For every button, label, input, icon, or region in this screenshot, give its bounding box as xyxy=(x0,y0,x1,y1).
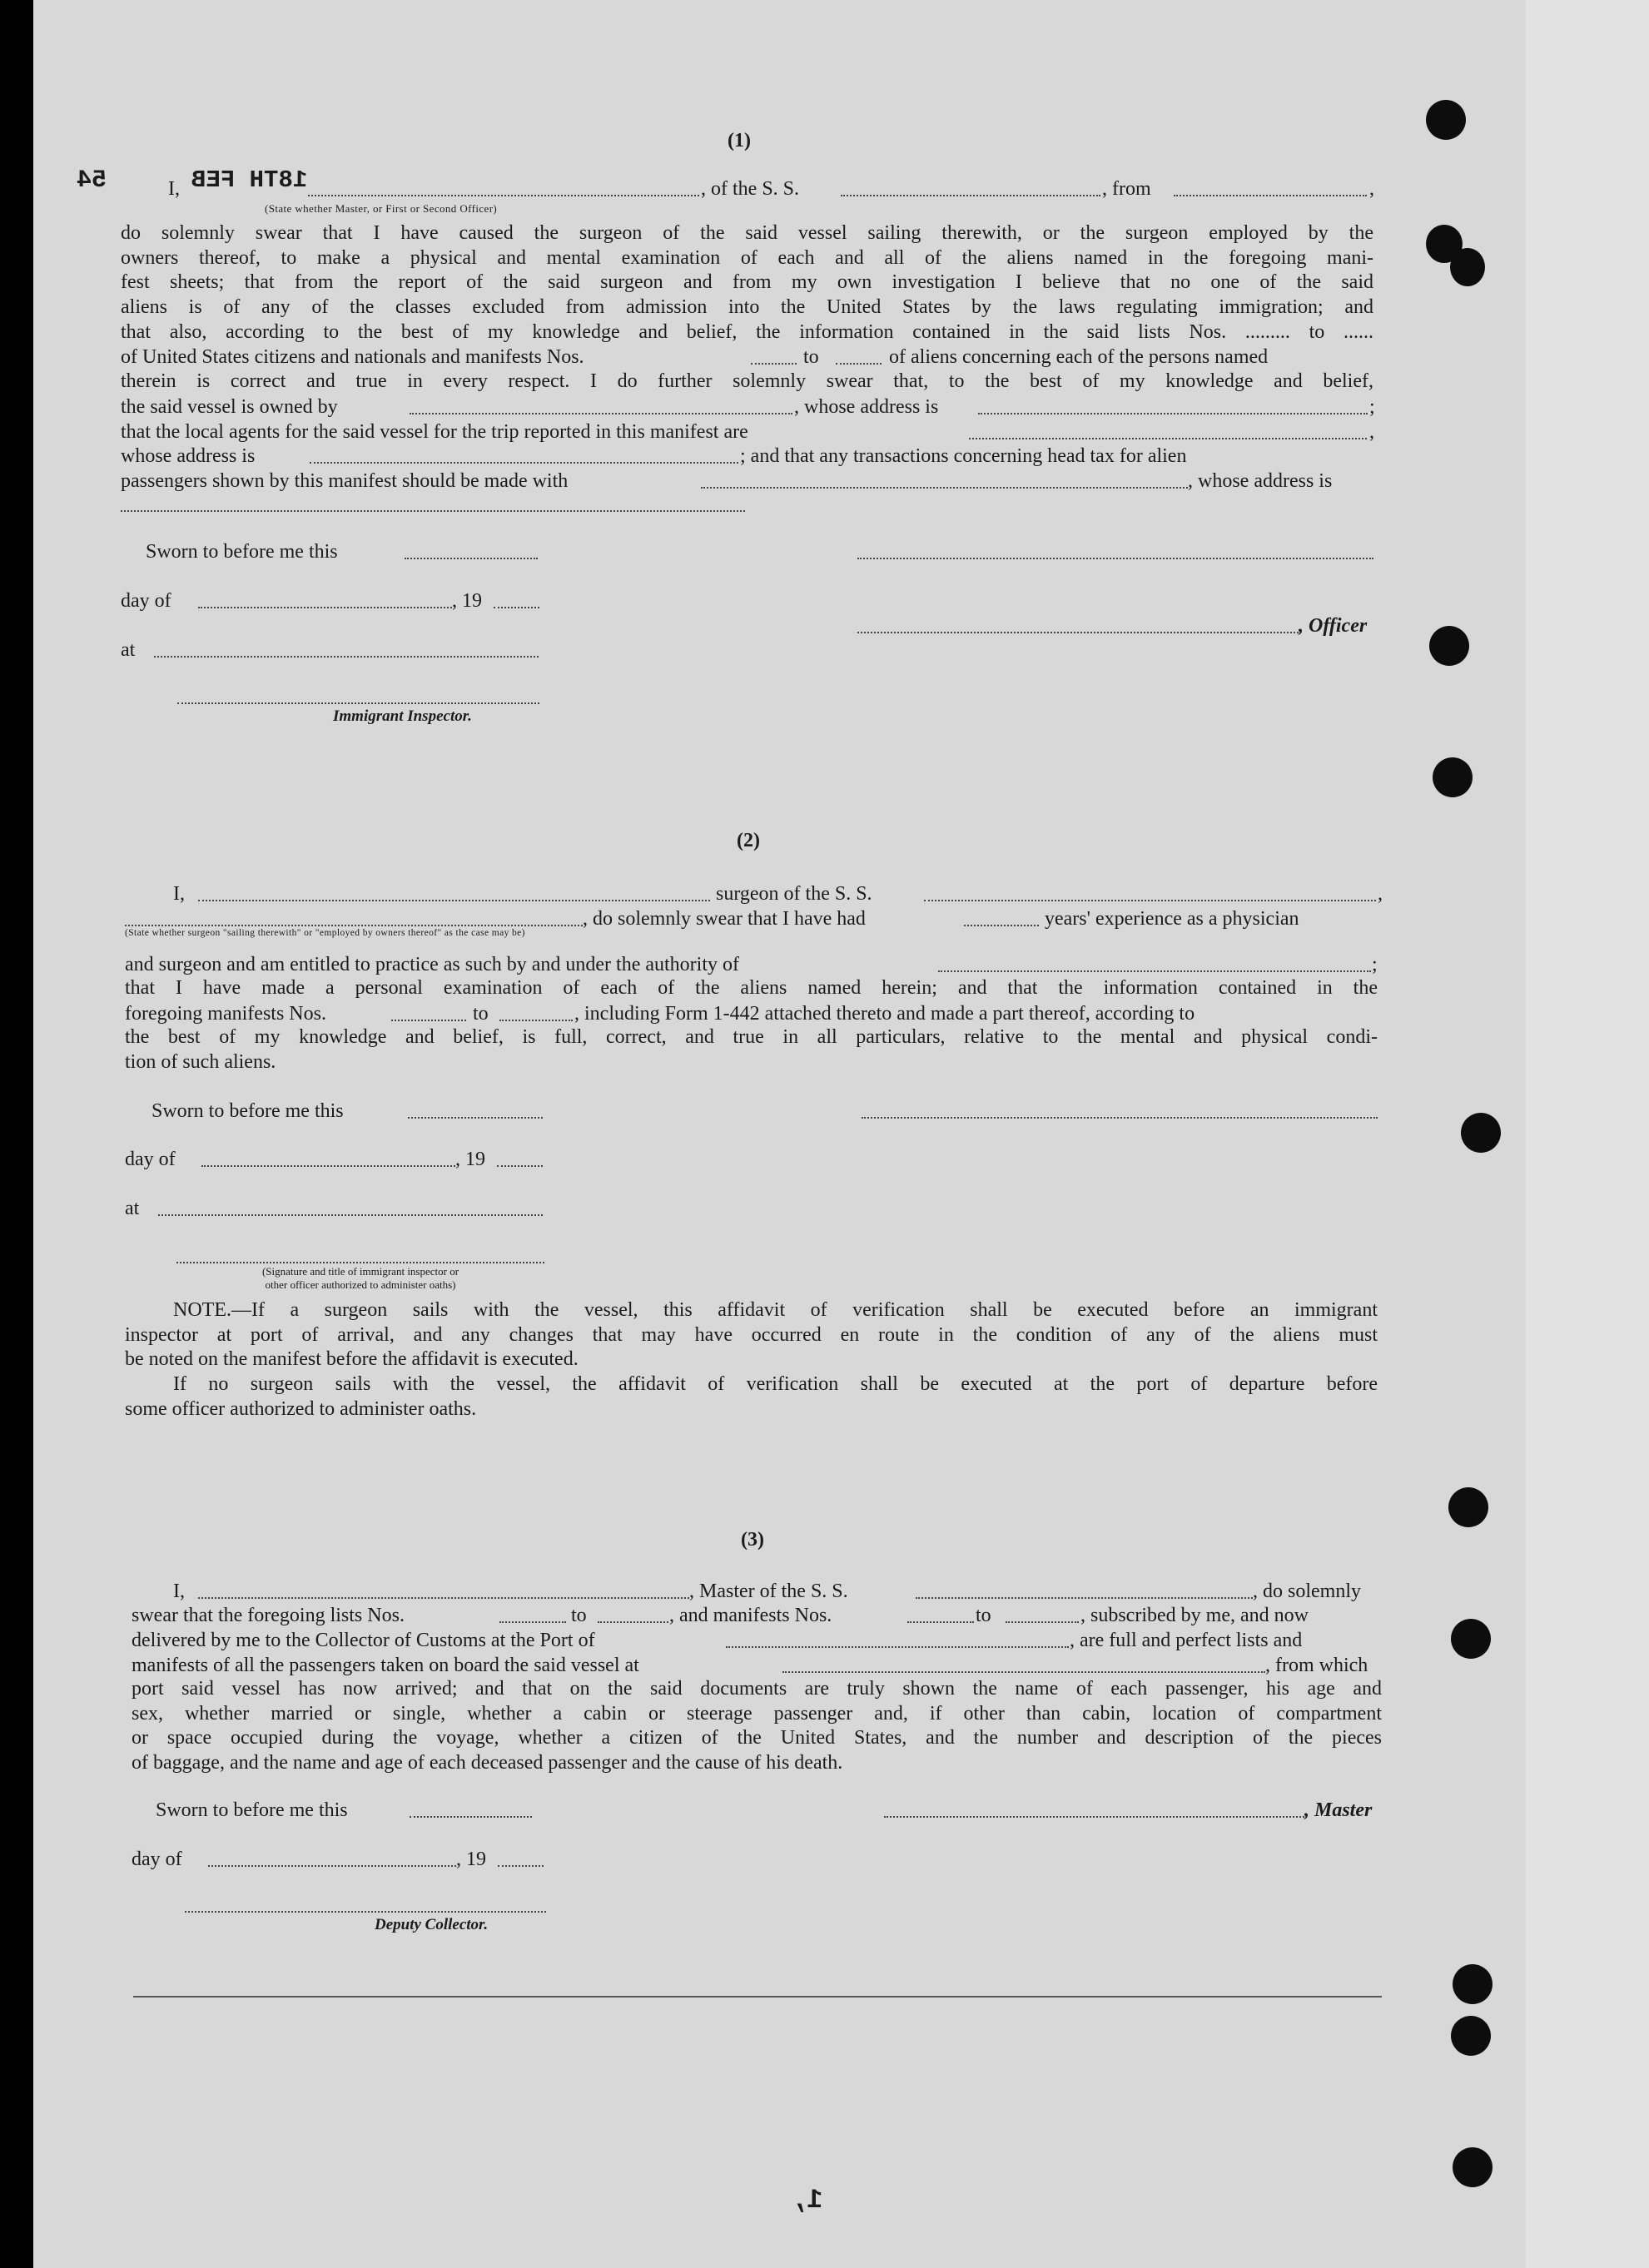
years-experience-field[interactable] xyxy=(964,925,1039,926)
s1-sworn-day-field[interactable] xyxy=(405,558,538,559)
s1-line6b: to xyxy=(803,346,819,368)
s3-month-field[interactable] xyxy=(208,1865,456,1867)
s2-signature-field[interactable] xyxy=(862,1117,1378,1119)
punch-hole xyxy=(1426,100,1466,140)
s1-nineteen: , 19 xyxy=(452,590,482,612)
master-signature-field[interactable] xyxy=(884,1816,1304,1818)
s3-l2b: to xyxy=(571,1605,587,1626)
s1-of-ss: , of the S. S. xyxy=(701,178,800,200)
s1-whose-b: ; and that any transactions concerning head tax for alien xyxy=(740,445,1187,467)
s1-at: at xyxy=(121,639,136,661)
deputy-collector-signature-field[interactable] xyxy=(185,1911,546,1913)
s3-l3a: delivered by me to the Collector of Customs at the Port of xyxy=(132,1630,595,1651)
s2-swear: , do solemnly swear that I have had xyxy=(583,908,866,930)
no-surgeon-line: some officer authorized to administer oaths. xyxy=(125,1397,477,1420)
punch-hole xyxy=(1451,1619,1491,1659)
s1-pass-b: , whose address is xyxy=(1188,470,1333,492)
manifest-to-field[interactable] xyxy=(836,363,882,365)
surgeon-name-field[interactable] xyxy=(198,900,710,901)
s2-line3b: to xyxy=(473,1003,489,1025)
s1-owned-a: the said vessel is owned by xyxy=(121,396,338,418)
from-port-field[interactable] xyxy=(1174,195,1367,196)
s3-deputy-collector: Deputy Collector. xyxy=(375,1916,489,1933)
s3-line: of baggage, and the name and age of each deceased passenger and the cause of his death. xyxy=(132,1752,843,1774)
s1-officer: , Officer xyxy=(1299,615,1368,637)
s3-nineteen: , 19 xyxy=(456,1849,486,1870)
s3-sworn-day-field[interactable] xyxy=(410,1816,532,1818)
s2-day-of: day of xyxy=(125,1149,176,1170)
s2-line3c: , including Form 1-442 attached thereto and made a part thereof, according to xyxy=(574,1003,1195,1025)
s2-inspector-signature-field[interactable] xyxy=(176,1262,544,1263)
note-line-1 xyxy=(125,1298,1378,1323)
s2-line3a: foregoing manifests Nos. xyxy=(125,1003,326,1025)
section-2-body-2 xyxy=(125,1025,1378,1074)
s2-vessel-field[interactable] xyxy=(924,900,1376,901)
s2-auth-b: ; xyxy=(1372,954,1378,975)
s2-years: years' experience as a physician xyxy=(1045,908,1299,930)
punch-hole xyxy=(1450,248,1485,286)
s1-line: do solemnly swear that I have caused the surgeon of the said vessel sailing therewith, or the surgeon employed by the xyxy=(121,222,1373,244)
punch-hole xyxy=(1451,2016,1491,2056)
s1-sworn: Sworn to before me this xyxy=(146,541,338,563)
s2-sig-note-1: (Signature and title of immigrant inspector or xyxy=(261,1265,459,1278)
s1-agents-b: , xyxy=(1369,421,1374,443)
s1-day-of: day of xyxy=(121,590,171,612)
note-block xyxy=(125,1298,1378,1422)
authority-field[interactable] xyxy=(938,970,1371,972)
section-1-body xyxy=(121,221,1373,345)
section-3-body xyxy=(132,1677,1382,1776)
s3-solemnly: , do solemnly xyxy=(1253,1581,1361,1602)
punch-hole xyxy=(1433,757,1473,797)
head-tax-party-field[interactable] xyxy=(701,487,1188,489)
s2-at-field[interactable] xyxy=(158,1214,543,1216)
s1-agents-a: that the local agents for the said vessel for the trip reported in this manifest are xyxy=(121,421,748,443)
s2-nineteen: , 19 xyxy=(455,1149,485,1170)
s1-line: aliens is of any of the classes excluded from admission into the United States by the laws regulating immigration; and xyxy=(121,296,1373,319)
s3-line: port said vessel has now arrived; and that on the said documents are truly shown the name of each passenger, his age and xyxy=(132,1678,1382,1700)
punch-hole xyxy=(1461,1113,1501,1153)
s1-from-end: , xyxy=(1369,178,1374,200)
binding-strip xyxy=(1526,0,1649,2268)
note-line: be noted on the manifest before the affidavit is executed. xyxy=(125,1348,579,1371)
note-label: NOTE. xyxy=(173,1299,231,1321)
bottom-divider xyxy=(133,1996,1382,1998)
s2-surgeon-of: surgeon of the S. S. xyxy=(716,883,872,905)
s2-year-field[interactable] xyxy=(497,1165,543,1167)
s1-owned-c: ; xyxy=(1369,396,1375,418)
s1-line: fest sheets; that from the report of the said surgeon and from my own investigation I believe that no one of the said xyxy=(121,271,1373,294)
s3-l2e: , subscribed by me, and now xyxy=(1080,1605,1309,1626)
s1-year-field[interactable] xyxy=(494,607,539,608)
s1-line6a: of United States citizens and nationals and manifests Nos. xyxy=(121,346,584,368)
s1-signature-field[interactable] xyxy=(857,558,1373,559)
s1-line: owners thereof, to make a physical and mental examination of each and all of the aliens named in the foregoing mani- xyxy=(121,246,1373,269)
s2-auth-a: and surgeon and am entitled to practice as such by and under the authority of xyxy=(125,954,739,975)
section-2-body xyxy=(125,976,1378,1001)
s1-owned-b: , whose address is xyxy=(794,396,939,418)
punch-hole xyxy=(1453,2147,1493,2187)
s1-month-field[interactable] xyxy=(198,607,452,608)
manifest-from-field[interactable] xyxy=(751,363,797,365)
s2-sig-note-2: other officer authorized to administer oaths) xyxy=(265,1278,456,1291)
owner-address-field[interactable] xyxy=(978,413,1368,414)
footer-mark: 1, xyxy=(791,2185,823,2216)
punch-hole xyxy=(1453,1964,1493,2004)
inspector-signature-field[interactable] xyxy=(177,702,539,704)
s1-pass-a: passengers shown by this manifest should be made with xyxy=(121,470,569,492)
section-1-body-2 xyxy=(121,370,1373,395)
s1-whose-a: whose address is xyxy=(121,445,256,467)
s3-l2a: swear that the foregoing lists Nos. xyxy=(132,1605,405,1626)
section-3-number: (3) xyxy=(741,1529,764,1551)
no-surgeon-line: If no surgeon sails with the vessel, the affidavit of verification shall be executed at the port of departure before xyxy=(173,1373,1378,1396)
s2-manifest-from-field[interactable] xyxy=(391,1020,466,1021)
s2-line5: tion of such aliens. xyxy=(125,1050,276,1073)
note-line: inspector at port of arrival, and any changes that may have occurred en route in the condition of any of the aliens must xyxy=(125,1323,1378,1346)
s3-line: sex, whether married or single, whether a cabin or steerage passenger and, if other than cabin, location of compartment xyxy=(132,1702,1382,1725)
s1-officer-note: (State whether Master, or First or Second Officer) xyxy=(265,202,498,215)
s3-l2d: to xyxy=(976,1605,991,1626)
agents-field[interactable] xyxy=(969,438,1367,439)
s3-manifests-from-field[interactable] xyxy=(907,1621,974,1623)
note-text: —If a surgeon sails with the vessel, this affidavit of verification shall be executed before an immigrant xyxy=(231,1299,1378,1321)
s3-day-of: day of xyxy=(132,1849,182,1870)
s3-sworn: Sworn to before me this xyxy=(156,1799,348,1821)
s3-master-name-field[interactable] xyxy=(198,1597,689,1599)
punch-hole xyxy=(1429,626,1469,666)
s2-sworn-day-field[interactable] xyxy=(408,1117,543,1119)
section-1-number: (1) xyxy=(728,130,751,151)
section-2-number: (2) xyxy=(737,830,760,851)
s2-sworn: Sworn to before me this xyxy=(151,1100,344,1122)
s2-i: I, xyxy=(173,883,185,905)
s2-comma: , xyxy=(1378,883,1383,905)
s3-lists-from-field[interactable] xyxy=(499,1621,566,1623)
master-name-field[interactable] xyxy=(308,195,699,196)
s3-lists-to-field[interactable] xyxy=(598,1621,668,1623)
s2-signature-note xyxy=(176,1265,544,1292)
punch-hole xyxy=(1448,1487,1488,1527)
head-tax-address-field[interactable] xyxy=(121,510,745,512)
s2-line4: the best of my knowledge and belief, is full, correct, and true in all particulars, relative to the mental and physical condi- xyxy=(125,1026,1378,1048)
s1-line7: therein is correct and true in every respect. I do further solemnly swear that, to the best of my knowledge and belief, xyxy=(121,370,1373,392)
s2-surgeon-note: (State whether surgeon "sailing therewith" or "employed by owners thereof" as the case may be) xyxy=(125,928,525,938)
s3-vessel-field[interactable] xyxy=(916,1597,1253,1599)
s1-at-field[interactable] xyxy=(154,656,539,658)
surgeon-status-field[interactable] xyxy=(125,925,583,926)
boarding-port-field[interactable] xyxy=(782,1671,1265,1673)
s3-l3b: , are full and perfect lists and xyxy=(1070,1630,1303,1651)
s1-i: I, xyxy=(168,178,180,200)
s3-master-of: , Master of the S. S. xyxy=(689,1581,848,1602)
s1-line6c: of aliens concerning each of the persons named xyxy=(889,346,1269,368)
s1-from: , from xyxy=(1102,178,1151,200)
agents-address-field[interactable] xyxy=(310,462,738,464)
s3-year-field[interactable] xyxy=(498,1865,544,1867)
s2-at: at xyxy=(125,1198,140,1219)
vessel-name-field[interactable] xyxy=(841,195,1100,196)
officer-signature-field[interactable] xyxy=(857,632,1299,633)
s3-l2c: , and manifests Nos. xyxy=(669,1605,832,1626)
s3-i: I, xyxy=(173,1581,185,1602)
s3-line: or space occupied during the voyage, whether a citizen of the United States, and the number and description of the pieces xyxy=(132,1727,1382,1749)
s3-manifests-to-field[interactable] xyxy=(1006,1621,1079,1623)
s3-l4b: , from which xyxy=(1265,1655,1368,1676)
s3-l4a: manifests of all the passengers taken on board the said vessel at xyxy=(132,1655,639,1676)
s3-master: , Master xyxy=(1304,1799,1373,1821)
date-stamp: 18TH FEB xyxy=(191,166,308,194)
corner-mark: 54 xyxy=(77,166,107,195)
owner-field[interactable] xyxy=(410,413,792,414)
collector-port-field[interactable] xyxy=(726,1646,1069,1648)
s1-line: that also, according to the best of my knowledge and belief, the information contained in the said lists Nos. ......... to ...... xyxy=(121,320,1373,343)
s2-month-field[interactable] xyxy=(201,1165,455,1167)
s2-line2: that I have made a personal examination of each of the aliens named herein; and that the information contained in the xyxy=(125,977,1378,999)
s1-immigrant-inspector: Immigrant Inspector. xyxy=(333,707,472,725)
s2-manifest-to-field[interactable] xyxy=(499,1020,573,1021)
